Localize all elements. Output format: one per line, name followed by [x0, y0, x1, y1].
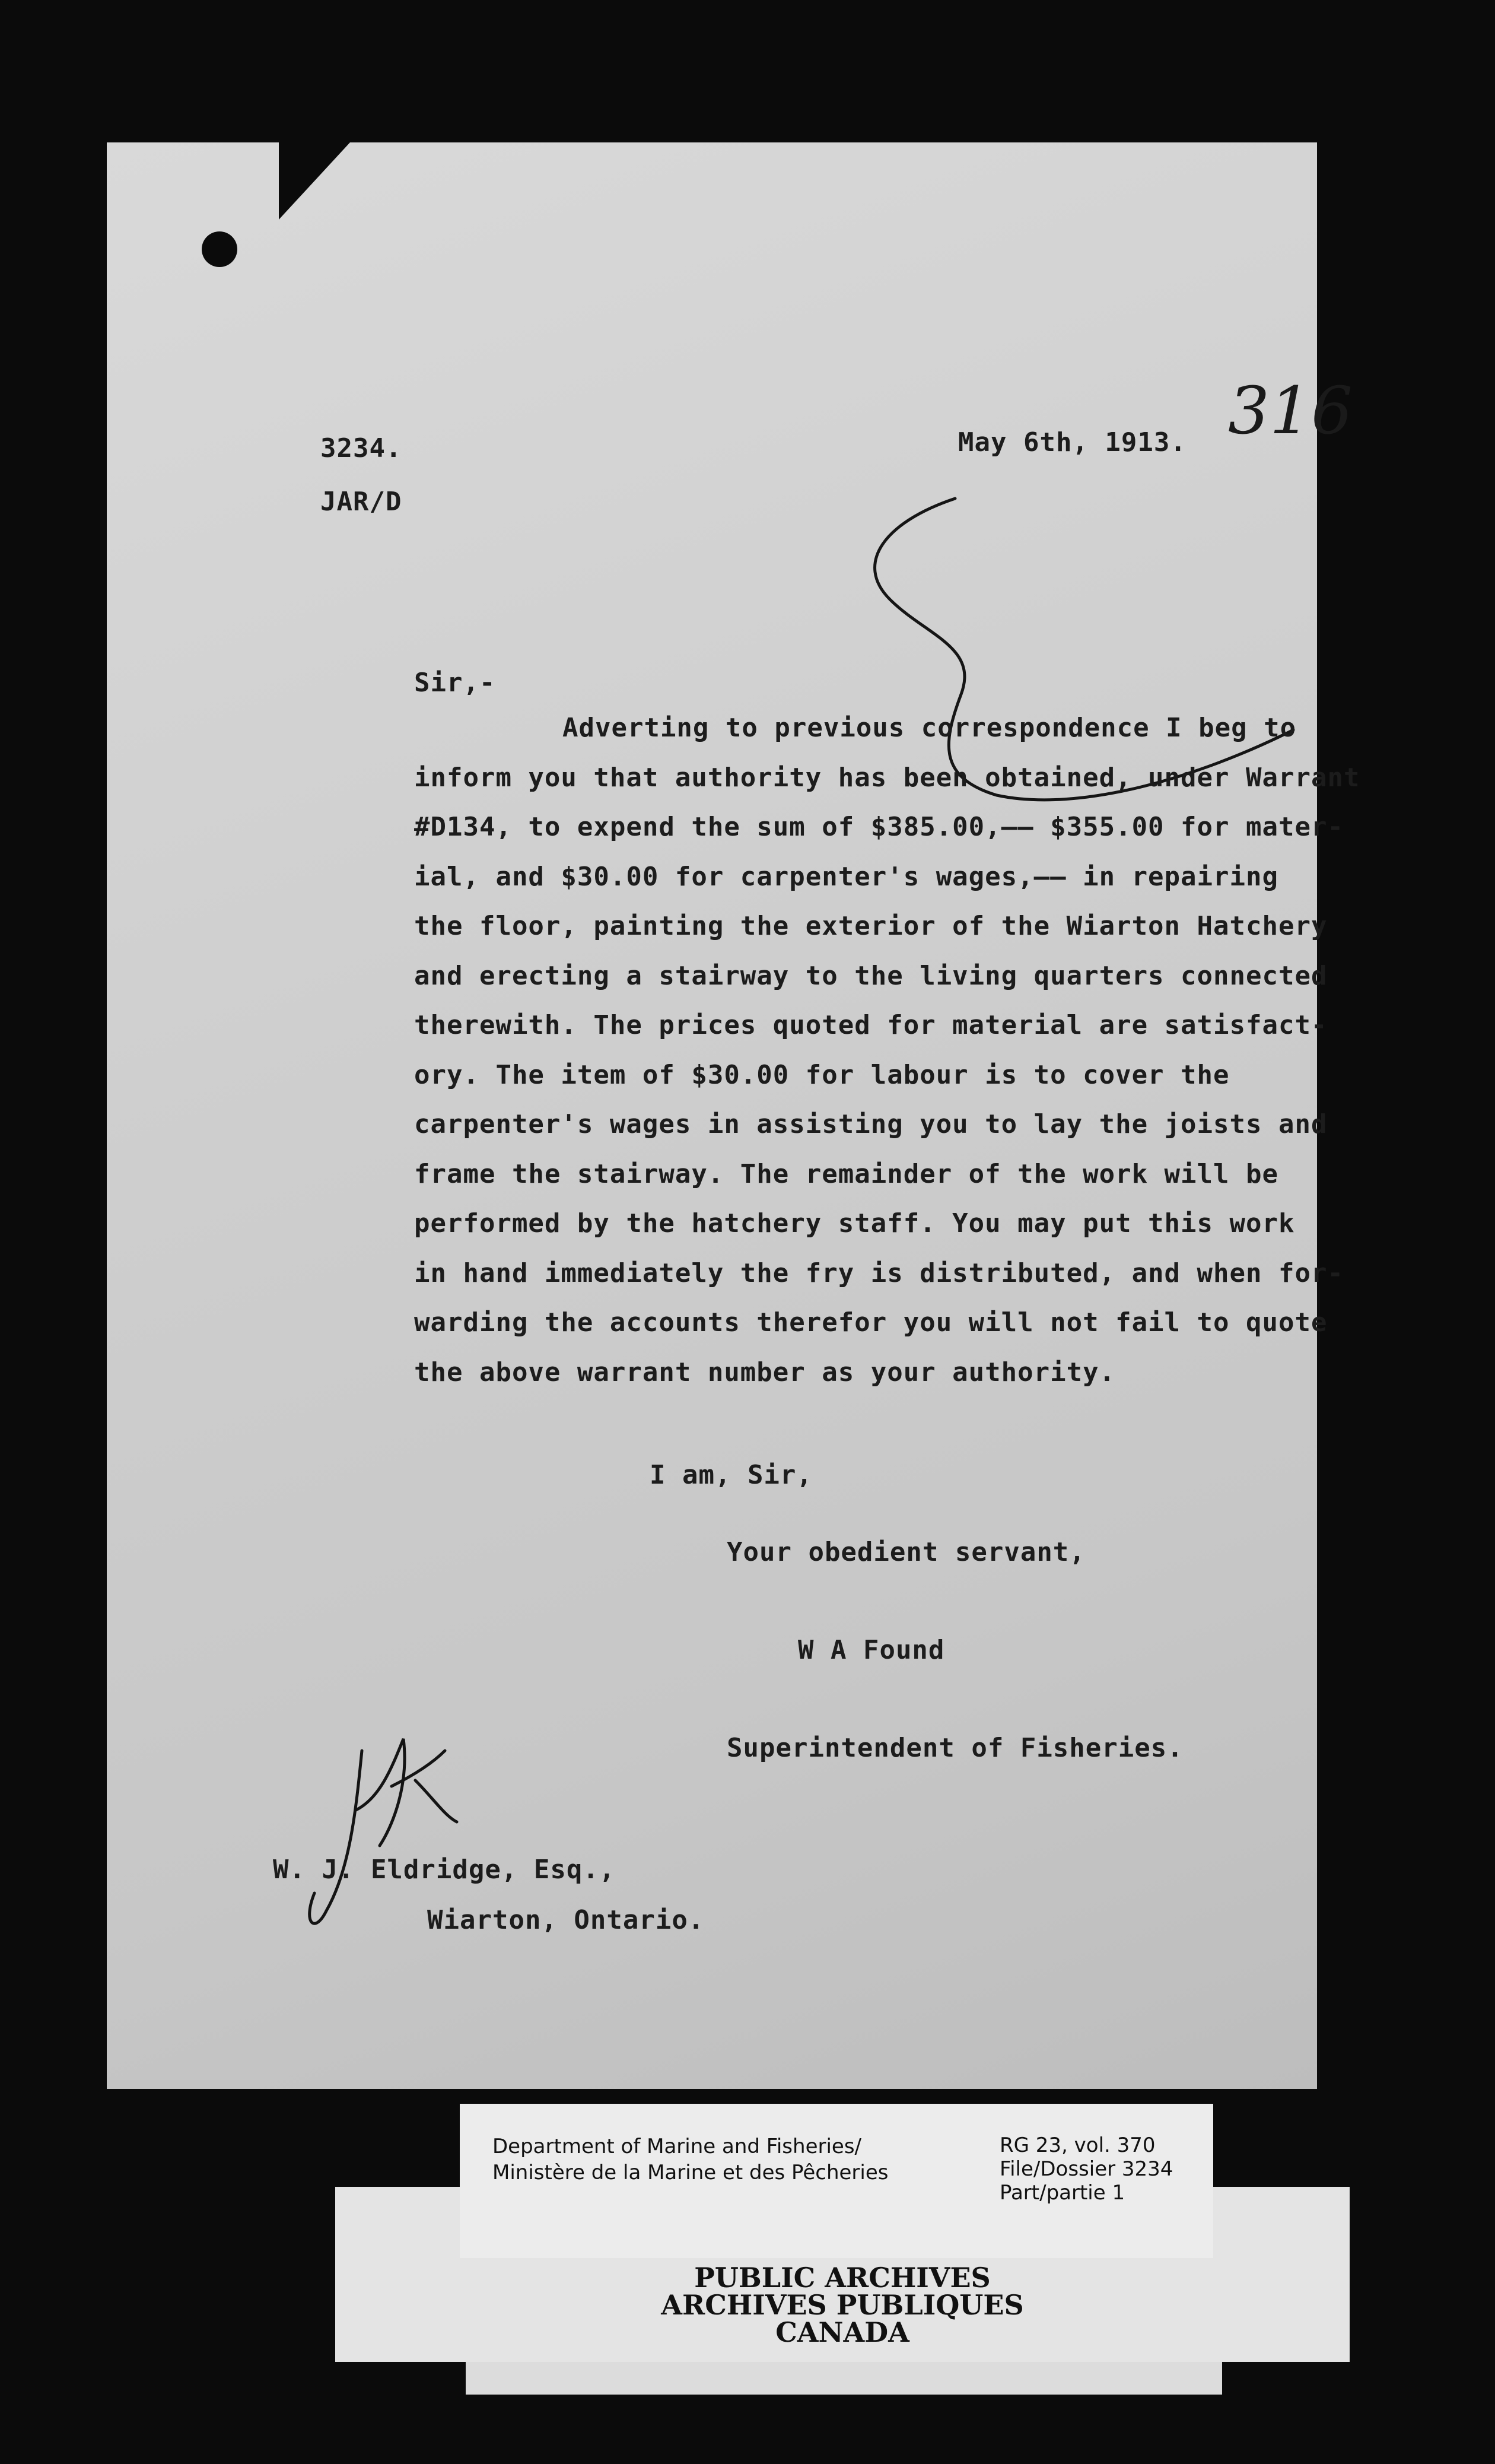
body-line: warding the accounts therefor you will not fail to quote [414, 1307, 1328, 1338]
reference-code: JAR/D [320, 487, 402, 517]
letter-page [107, 142, 1360, 2089]
file-number: File/Dossier 3234 [1000, 2157, 1173, 2181]
body-line: Adverting to previous correspondence I beg to [562, 713, 1297, 743]
folio-number-handwritten [1222, 368, 1364, 451]
archive-label [460, 2104, 1213, 2258]
letter-date: May 6th, 1913. [958, 427, 1187, 458]
closing-servant: Your obedient servant, [727, 1537, 1086, 1567]
archive-name [335, 2264, 1350, 2346]
body-line: therewith. The prices quoted for material are satisfact- [414, 1010, 1328, 1040]
record-group: RG 23, vol. 370 [1000, 2133, 1156, 2157]
letter-body [414, 703, 1360, 1397]
body-line: ory. The item of $30.00 for labour is to cover the [414, 1059, 1230, 1090]
department-names [492, 2133, 888, 2186]
body-line: frame the stairway. The remainder of the work will be [414, 1158, 1278, 1189]
body-line: inform you that authority has been obtained, under Warrant [414, 762, 1360, 793]
department-en: Department of Marine and Fisheries/ [492, 2135, 861, 2158]
archive-line: ARCHIVES PUBLIQUES [661, 2289, 1024, 2321]
archive-strip-bottom [466, 2362, 1222, 2395]
body-line: #D134, to expend the sum of $385.00,—— $355.00 for mater- [414, 812, 1344, 842]
body-line: the floor, painting the exterior of the Wiarton Hatchery [414, 911, 1328, 941]
body-line: in hand immediately the fry is distributed, and when for- [414, 1258, 1344, 1288]
reference-number: 3234. [320, 433, 402, 463]
archive-line: PUBLIC ARCHIVES [694, 2262, 991, 2294]
signature-name: W A Found [798, 1635, 945, 1665]
body-line: the above warrant number as your authority. [414, 1357, 1116, 1387]
addressee-name: W. J. Eldridge, Esq., [273, 1855, 616, 1885]
department-fr: Ministère de la Marine et des Pêcheries [492, 2161, 889, 2184]
punch-hole [202, 231, 237, 267]
part-number: Part/partie 1 [1000, 2181, 1125, 2205]
addressee-location: Wiarton, Ontario. [427, 1905, 705, 1935]
closing: I am, Sir, [650, 1460, 813, 1490]
archive-line: CANADA [775, 2316, 909, 2348]
torn-corner [279, 142, 350, 220]
body-line: performed by the hatchery staff. You may put this work [414, 1208, 1295, 1239]
body-line: carpenter's wages in assisting you to lay the joists and [414, 1109, 1328, 1139]
body-line: ial, and $30.00 for carpenter's wages,—— in repairing [414, 861, 1278, 892]
body-line: and erecting a stairway to the living quarters connected [414, 960, 1328, 991]
salutation: Sir,- [414, 668, 496, 698]
svg-text:316: 316 [1228, 373, 1353, 449]
file-reference [1000, 2133, 1173, 2205]
signature-title: Superintendent of Fisheries. [727, 1733, 1184, 1763]
